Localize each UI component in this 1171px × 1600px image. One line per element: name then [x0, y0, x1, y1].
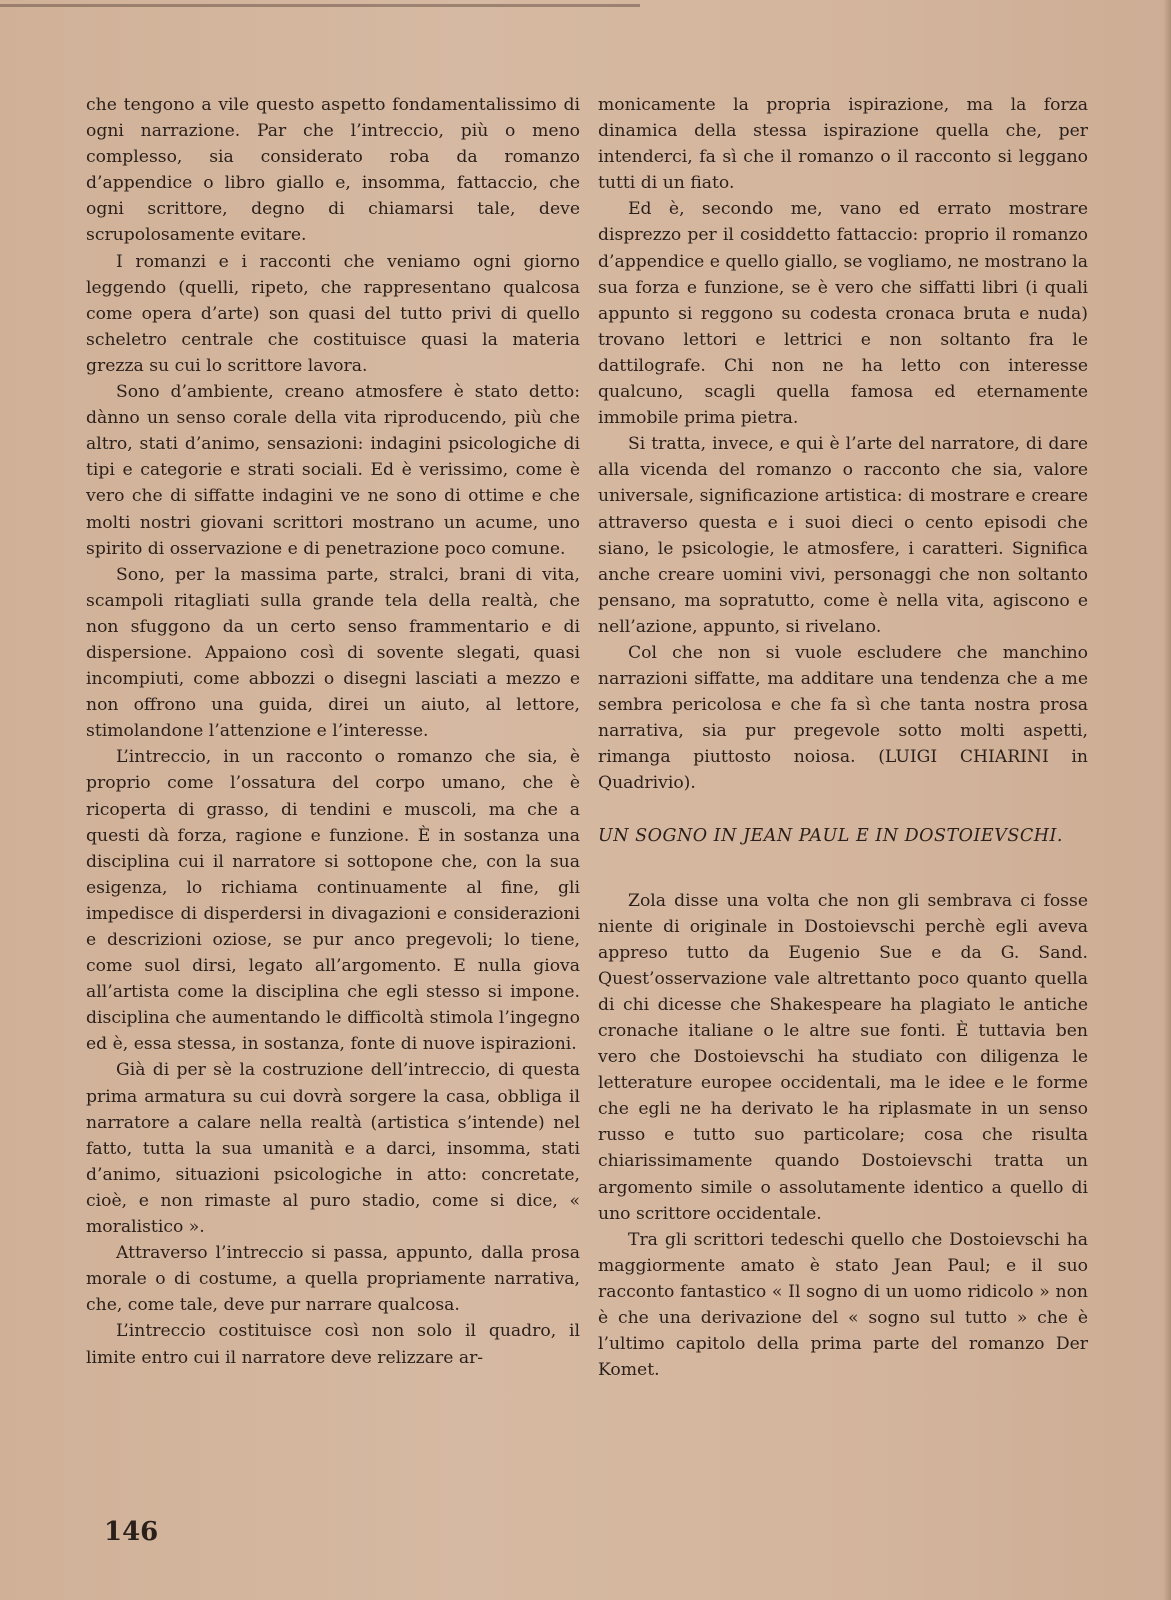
top-rule [0, 4, 640, 7]
paragraph: Già di per sè la costruzione dell’intreccio, di questa prima armatura su cui dovrà sorgere la casa, obbliga il narratore a calare nella realtà (artistica s’intende) nel fatto, tutta la sua umanità e a darci, insomma, stati d’animo, situazioni psicologiche in atto: concretate, cioè, e non rimaste al puro stadio, come si dice, « moralistico ». [86, 1060, 580, 1238]
paragraph: L’intreccio, in un racconto o romanzo che sia, è proprio come l’ossatura del corpo umano, che è ricoperta di grasso, di tendini e muscoli, ma che a questi dà forza, ragione e funzione. È in sostanza una disciplina cui il narratore si sottopone che, con la sua esigenza, lo richiama continuamente al fine, gli impedisce di disperdersi in divagazioni e considerazioni e descrizioni oziose, se pur anco pregevoli; lo tiene, come suol dirsi, legato all’argomento. E nulla giova all’artista come la disciplina che egli stesso si impone. disciplina che aumentando le difficoltà stimola l’ingegno ed è, essa stessa, in sostanza, fonte di nuove ispirazioni. [86, 747, 580, 1055]
paragraph: Zola disse una volta che non gli sembrava ci fosse niente di originale in Dostoievschi perchè egli aveva appreso tutto da Eugenio Sue e da G. Sand. Quest’osservazione vale altrettanto poco quanto quella di chi dicesse che Shakespeare ha plagiato le antiche cronache italiane o le altre sue fonti. È tuttavia ben vero che Dostoievschi ha studiato con diligenza le letterature europee occidentali, ma le idee e le forme che egli ne ha derivato le ha riplasmate in un senso russo e tutto suo particolare; cosa che risulta chiarissimamente quando Dostoievschi tratta un argomento simile o assolutamente identico a quello di uno scrittore occidentale. [598, 890, 1088, 1224]
paragraph: che tengono a vile questo aspetto fondamentalissimo di ogni narrazione. Par che l’intreccio, più o meno complesso, sia considerato roba da romanzo d’appendice o libro giallo e, insomma, fattaccio, che ogni scrittore, degno di chiamarsi tale, deve scrupolosamente evitare. [86, 95, 580, 246]
section-heading: UN SOGNO IN JEAN PAUL E IN DOSTOIEVSCHI. [598, 825, 1063, 846]
right-column [598, 92, 1088, 1383]
paragraph: Si tratta, invece, e qui è l’arte del narratore, di dare alla vicenda del romanzo o racconto che sia, valore universale, significazione artistica: di mostrare e creare attraverso questa e i suoi dieci o cento episodi che siano, le psicologie, le atmosfere, i caratteri. Significa anche creare uomini vivi, personaggi che non soltanto pensano, ma sopratutto, come è nella vita, agiscono e nell’azione, appunto, si rivelano. [598, 434, 1088, 637]
paragraph: I romanzi e i racconti che veniamo ogni giorno leggendo (quelli, ripeto, che rappresentano qualcosa come opera d’arte) son quasi del tutto privi di quello scheletro centrale che costituisce quasi la materia grezza su cui lo scrittore lavora. [86, 251, 580, 376]
heading-spacer [598, 872, 1088, 888]
page-number: 146 [104, 1517, 159, 1547]
left-column [86, 92, 580, 1371]
paragraph: Tra gli scrittori tedeschi quello che Dostoievschi ha maggiormente amato è stato Jean Paul; e il suo racconto fantastico « Il sogno di un uomo ridicolo » non è che una derivazione del « sogno sul tutto » che è l’ultimo capitolo della prima parte del romanzo Der Komet. [598, 1229, 1088, 1381]
page-edge-shadow [1163, 0, 1171, 1600]
paragraph: Attraverso l’intreccio si passa, appunto, dalla prosa morale o di costume, a quella propriamente narrativa, che, come tale, deve pur narrare qualcosa. [86, 1243, 580, 1316]
paragraph: Col che non si vuole escludere che manchino narrazioni siffatte, ma additare una tendenza che a me sembra pericolosa e che fa sì che tanta nostra prosa narrativa, sia pur pregevole sotto molti aspetti, rimanga piuttosto noiosa. (LUIGI CHIARINI in Quadrivio). [598, 642, 1088, 794]
paragraph: Sono, per la massima parte, stralci, brani di vita, scampoli ritagliati sulla grande tela della realtà, che non sfuggono da un certo senso frammentario e di dispersione. Appaiono così di sovente slegati, quasi incompiuti, come abbozzi o disegni lasciati a mezzo e non offrono una guida, direi un aiuto, al lettore, stimolandone l’attenzione e l’interesse. [86, 564, 580, 742]
paragraph: Sono d’ambiente, creano atmosfere è stato detto: dànno un senso corale della vita riproducendo, più che altro, stati d’animo, sensazioni: indagini psicologiche di tipi e categorie e strati sociali. Ed è verissimo, come è vero che di siffatte indagini ve ne sono di ottime e che molti nostri giovani scrittori mostrano un acume, uno spirito di osservazione e di penetrazione poco comune. [86, 382, 580, 559]
paragraph: monicamente la propria ispirazione, ma la forza dinamica della stessa ispirazione quella che, per intenderci, fa sì che il romanzo o il racconto si leggano tutti di un fiato. [598, 95, 1088, 194]
paragraph: L’intreccio costituisce così non solo il quadro, il limite entro cui il narratore deve relizzare ar- [86, 1321, 580, 1368]
paragraph: Ed è, secondo me, vano ed errato mostrare disprezzo per il cosiddetto fattaccio: proprio il romanzo d’appendice e quello giallo, se vogliamo, ne mostrano la sua forza e funzione, se è vero che siffatti libri (i quali appunto si reggono su codesta cronaca bruta e nuda) trovano lettori e lettrici e non soltanto fra le dattilografe. Chi non ne ha letto con interesse qualcuno, scagli quella famosa ed eternamente immobile prima pietra. [598, 199, 1088, 429]
